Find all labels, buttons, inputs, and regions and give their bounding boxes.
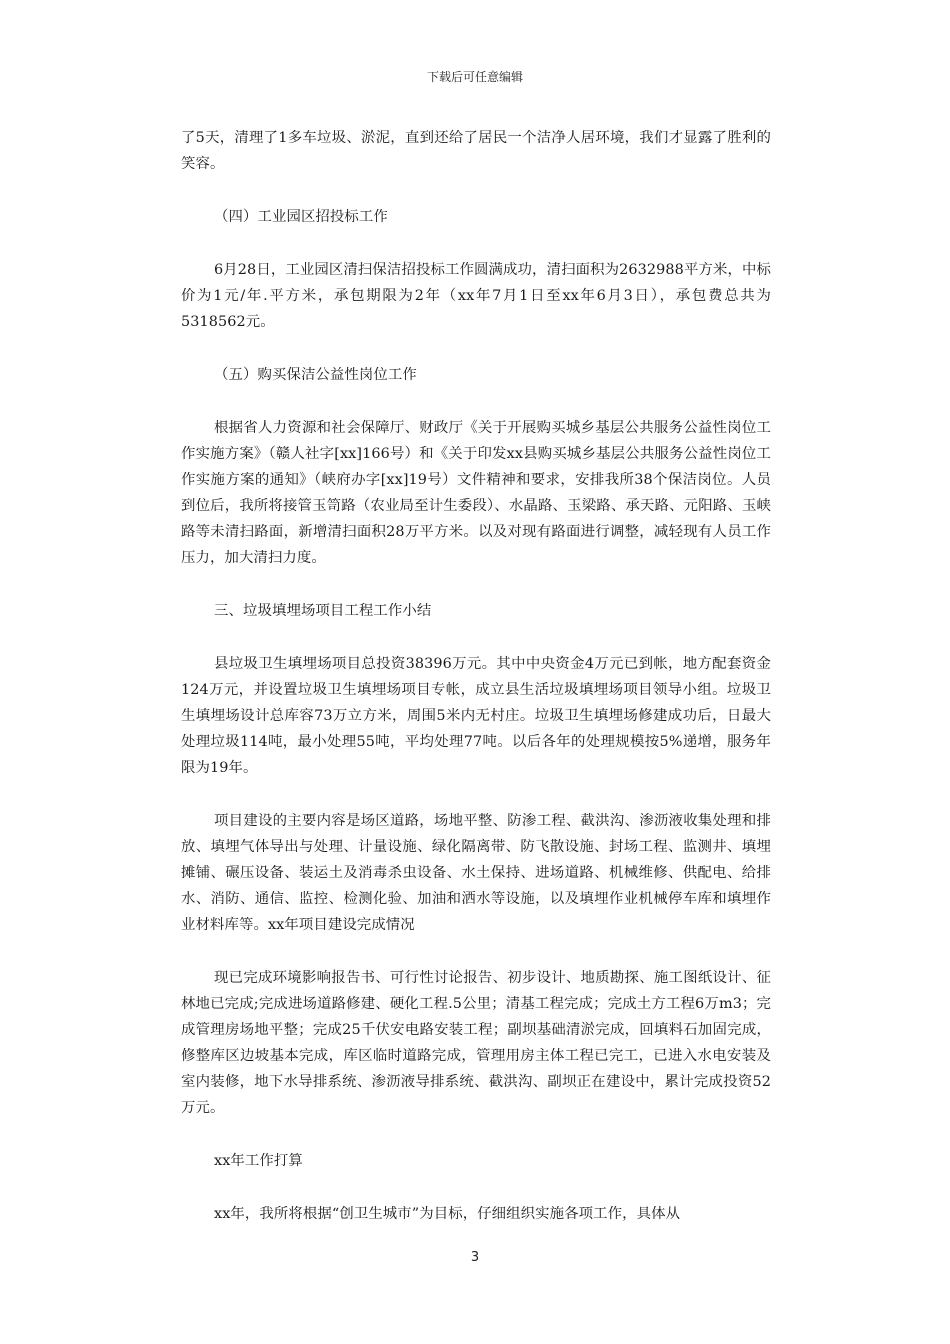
section-heading-5: （五）购买保洁公益性岗位工作 (214, 367, 417, 383)
paragraph-gap (181, 1174, 771, 1201)
paragraph-gap (181, 230, 771, 257)
paragraph-landfill-investment: 县垃圾卫生填埋场项目总投资38396万元。其中中央资金4万元已到帐，地方配套资金124万元，并设置垃圾卫生填埋场项目专帐，成立县生活垃圾填埋场项目领导小组。垃圾卫生填埋场设计总库容73万立方米，周围5米内无村庄。垃圾卫生填埋场修建成功后，日最大处理垃圾114吨，最小处理55吨，平均处理77吨。以后各年的处理规模按5%递增，服务年限为19年。 (181, 656, 771, 776)
paragraph-completed-work: 现已完成环境影响报告书、可行性讨论报告、初步设计、地质勘探、施工图纸设计、征林地已完成;完成进场道路修建、硬化工程.5公里；清基工程完成；完成土方工程6万m3；完成管理房场地平整；完成25千伏安电路安装工程；副坝基础清淤完成，回填料石加固完成，修整库区边坡基本完成，库区临时道路完成，管理用房主体工程已完工，已进入水电安装及室内装修，地下水导排系统、渗沥液导排系统、截洪沟、副坝正在建设中，累计完成投资52万元。 (181, 970, 771, 1116)
paragraph-gap (181, 1121, 771, 1148)
paragraph-project-contents: 项目建设的主要内容是场区道路，场地平整、防渗工程、截洪沟、渗沥液收集处理和排放、填埋气体导出与处理、计量设施、绿化隔离带、防飞散设施、封场工程、监测井、填埋摊铺、碾压设备、装运土及消毒杀虫设备、水土保持、进场道路、机械维修、供配电、给排水、消防、通信、监控、检测化验、加油和洒水等设施，以及填埋作业机械停车库和填埋作业材料库等。xx年项目建设完成情况 (181, 813, 771, 933)
paragraph-continuation: 了5天，清理了1多车垃圾、淤泥，直到还给了居民一个洁净人居环境，我们才显露了胜利的笑容。 (181, 130, 771, 172)
paragraph-industrial-park-bidding: 6月28日，工业园区清扫保洁招投标工作圆满成功，清扫面积为2632988平方米，中标价为1元/年.平方米，承包期限为2年（xx年7月1日至xx年6月3日），承包费总共为5318562元。 (181, 262, 771, 330)
document-body (181, 125, 771, 1227)
section-heading-landfill: 三、垃圾填埋场项目工程工作小结 (214, 603, 432, 619)
page-header: 下载后可任意编辑 (426, 70, 523, 84)
paragraph-gap (181, 177, 771, 204)
paragraph-gap (181, 624, 771, 651)
paragraph-gap (181, 781, 771, 808)
paragraph-gap (181, 938, 771, 965)
section-heading-work-plan: xx年工作打算 (214, 1153, 303, 1169)
paragraph-work-plan: xx年，我所将根据“创卫生城市”为目标，仔细组织实施各项工作，具体从 (214, 1206, 681, 1222)
paragraph-gap (181, 335, 771, 362)
page-number: 3 (470, 1250, 480, 1265)
paragraph-gap (181, 388, 771, 415)
paragraph-gap (181, 571, 771, 598)
section-heading-4: （四）工业园区招投标工作 (214, 209, 388, 225)
paragraph-public-welfare-posts: 根据省人力资源和社会保障厅、财政厅《关于开展购买城乡基层公共服务公益性岗位工作实施方案》（赣人社字[xx]166号）和《关于印发xx县购买城乡基层公共服务公益性岗位工作实施方案的通知》（峡府办字[xx]19号）文件精神和要求，安排我所38个保洁岗位。人员到位后，我所将接管玉笥路（农业局至计生委段）、水晶路、玉梁路、承天路、元阳路、玉峡路等未清扫路面，新增清扫面积28万平方米。以及对现有路面进行调整，减轻现有人员工作压力，加大清扫力度。 (181, 420, 771, 566)
